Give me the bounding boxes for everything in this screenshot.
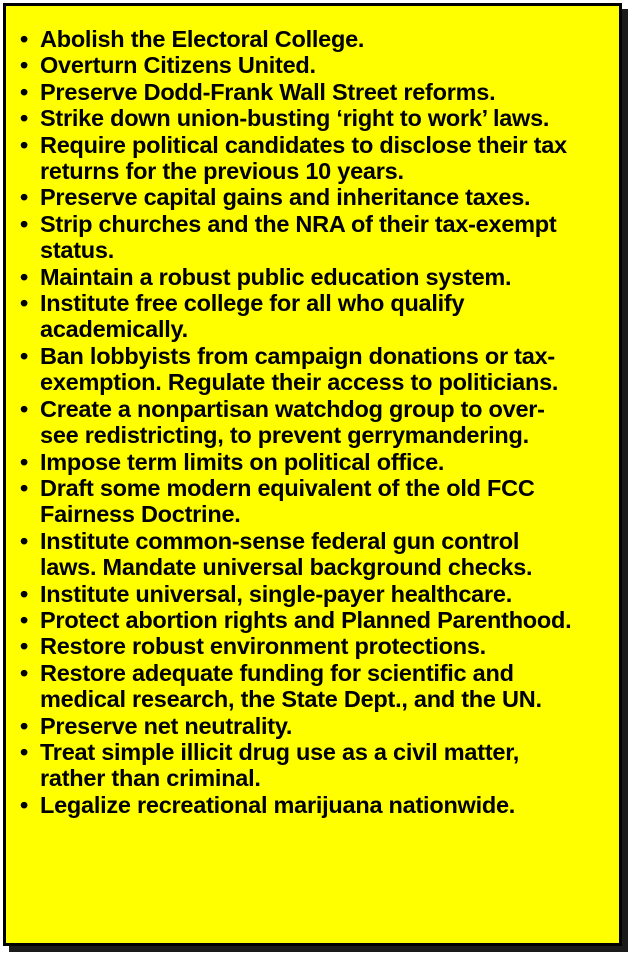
bullet-icon: •: [20, 184, 28, 211]
list-item-text: exemption. Regulate their access to politicians.: [40, 369, 559, 396]
list-item: [20, 264, 615, 290]
bullet-icon: •: [20, 263, 28, 290]
list-item-text: Preserve capital gains and inheritance taxes.: [40, 184, 531, 211]
list-item: [20, 79, 615, 105]
bullet-icon: •: [20, 580, 28, 607]
list-item-text: Treat simple illicit drug use as a civil matter,: [40, 738, 520, 765]
bullet-icon: •: [20, 52, 28, 79]
list-item-text: laws. Mandate universal background checks.: [40, 554, 533, 581]
bullet-icon: •: [20, 395, 28, 422]
list-item: [20, 343, 615, 396]
list-item-text: Preserve Dodd-Frank Wall Street reforms.: [40, 78, 496, 105]
bullet-icon: •: [20, 712, 28, 739]
list-item-text: Impose term limits on political office.: [40, 448, 445, 475]
bullet-icon: •: [20, 290, 28, 317]
list-item: [20, 713, 615, 739]
list-item-text: Create a nonpartisan watchdog group to over-: [40, 395, 545, 422]
list-item-text: Maintain a robust public education system.: [40, 263, 512, 290]
list-item-text: Restore adequate funding for scientific and: [40, 659, 514, 686]
list-item: [20, 105, 615, 131]
list-item: [20, 660, 615, 713]
bullet-icon: •: [20, 210, 28, 237]
list-item-text: Overturn Citizens United.: [40, 52, 316, 79]
list-item: [20, 184, 615, 210]
list-item: [20, 475, 615, 528]
list-item-text: Preserve net neutrality.: [40, 712, 293, 739]
bullet-icon: •: [20, 738, 28, 765]
list-item-text: Strike down union-busting ‘right to work’ laws.: [40, 105, 550, 132]
list-item: [20, 290, 615, 343]
list-item-text: Legalize recreational marijuana nationwide.: [40, 791, 516, 818]
list-item: [20, 607, 615, 633]
bullet-icon: •: [20, 791, 28, 818]
bullet-icon: •: [20, 448, 28, 475]
list-item: [20, 132, 615, 185]
list-item: [20, 52, 615, 78]
bullet-icon: •: [20, 633, 28, 660]
list-item-text: see redistricting, to prevent gerrymandering.: [40, 422, 529, 449]
list-item-text: Institute common-sense federal gun control: [40, 527, 520, 554]
list-item-text: academically.: [40, 316, 188, 343]
list-item-text: Strip churches and the NRA of their tax-exempt: [40, 210, 557, 237]
list-item-text: rather than criminal.: [40, 765, 261, 792]
list-item: [20, 739, 615, 792]
bullet-icon: •: [20, 527, 28, 554]
list-item-text: Institute universal, single-payer healthcare.: [40, 580, 512, 607]
list-item: [20, 633, 615, 659]
list-item: [20, 581, 615, 607]
bullet-icon: •: [20, 659, 28, 686]
bullet-icon: •: [20, 105, 28, 132]
bullet-icon: •: [20, 474, 28, 501]
list-item-text: Fairness Doctrine.: [40, 501, 241, 528]
list-item: [20, 26, 615, 52]
policy-list-panel: [3, 3, 622, 946]
bullet-icon: •: [20, 26, 28, 52]
list-item-text: status.: [40, 237, 114, 264]
list-item-text: Draft some modern equivalent of the old FCC: [40, 474, 535, 501]
list-item: [20, 528, 615, 581]
list-item-text: Institute free college for all who qualify: [40, 290, 465, 317]
policy-list: [20, 26, 615, 818]
list-item: [20, 211, 615, 264]
list-item: [20, 792, 615, 818]
list-item-text: Ban lobbyists from campaign donations or tax-: [40, 342, 555, 369]
bullet-icon: •: [20, 606, 28, 633]
list-item: [20, 449, 615, 475]
list-item: [20, 396, 615, 449]
bullet-icon: •: [20, 78, 28, 105]
list-item-text: Restore robust environment protections.: [40, 633, 486, 660]
bullet-icon: •: [20, 131, 28, 158]
list-item-text: medical research, the State Dept., and the UN.: [40, 686, 542, 713]
bullet-icon: •: [20, 342, 28, 369]
list-item-text: Protect abortion rights and Planned Parenthood.: [40, 606, 572, 633]
list-item-text: Require political candidates to disclose their tax: [40, 131, 567, 158]
list-item-text: Abolish the Electoral College.: [40, 26, 365, 52]
list-item-text: returns for the previous 10 years.: [40, 158, 404, 185]
